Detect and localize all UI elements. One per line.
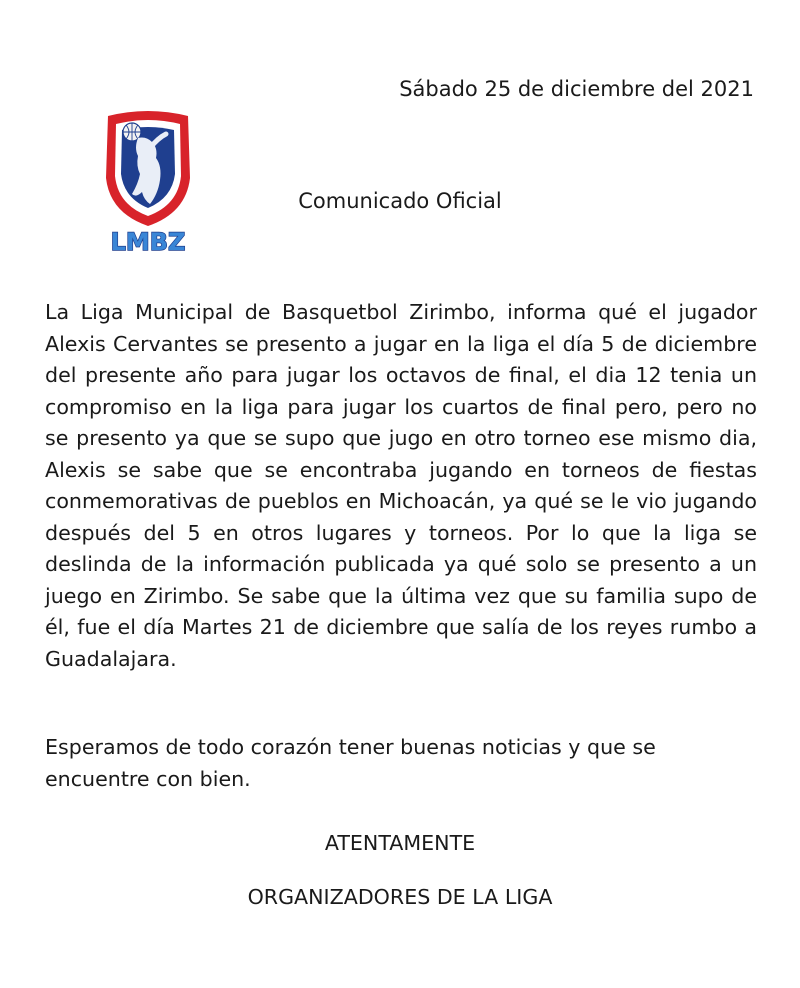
document-date: Sábado 25 de diciembre del 2021 <box>399 77 754 101</box>
logo-text: LMBZ <box>110 228 186 256</box>
document-title: Comunicado Oficial <box>298 189 502 213</box>
body-paragraph-1: La Liga Municipal de Basquetbol Zirimbo, informa qué el jugador Alexis Cervantes se presento a jugar en la liga el día 5 de diciembre del presente año para jugar los octavos de final, el dia 12 tenia un compromiso en la liga para jugar los cuartos de final pero, pero no se presento ya que se supo que jugo en otro torneo ese mismo dia, Alexis se sabe que se encontraba jugando en torneos de fiestas conmemorativas de pueblos en Michoacán, ya qué se le vio jugando después del 5 en otros lugares y torneos. Por lo que la liga se deslinda de la información publicada ya qué solo se presento a un juego en Zirimbo. Se sabe que la última vez que su familia supo de él, fue el día Martes 21 de diciembre que salía de los reyes rumbo a Guadalajara. <box>45 300 757 671</box>
closing-salutation: ATENTAMENTE <box>324 831 476 855</box>
closing-signature: ORGANIZADORES DE LA LIGA <box>247 885 553 909</box>
body-paragraph-2: Esperamos de todo corazón tener buenas noticias y que se encuentre con bien. <box>45 735 656 791</box>
league-logo <box>98 108 198 258</box>
